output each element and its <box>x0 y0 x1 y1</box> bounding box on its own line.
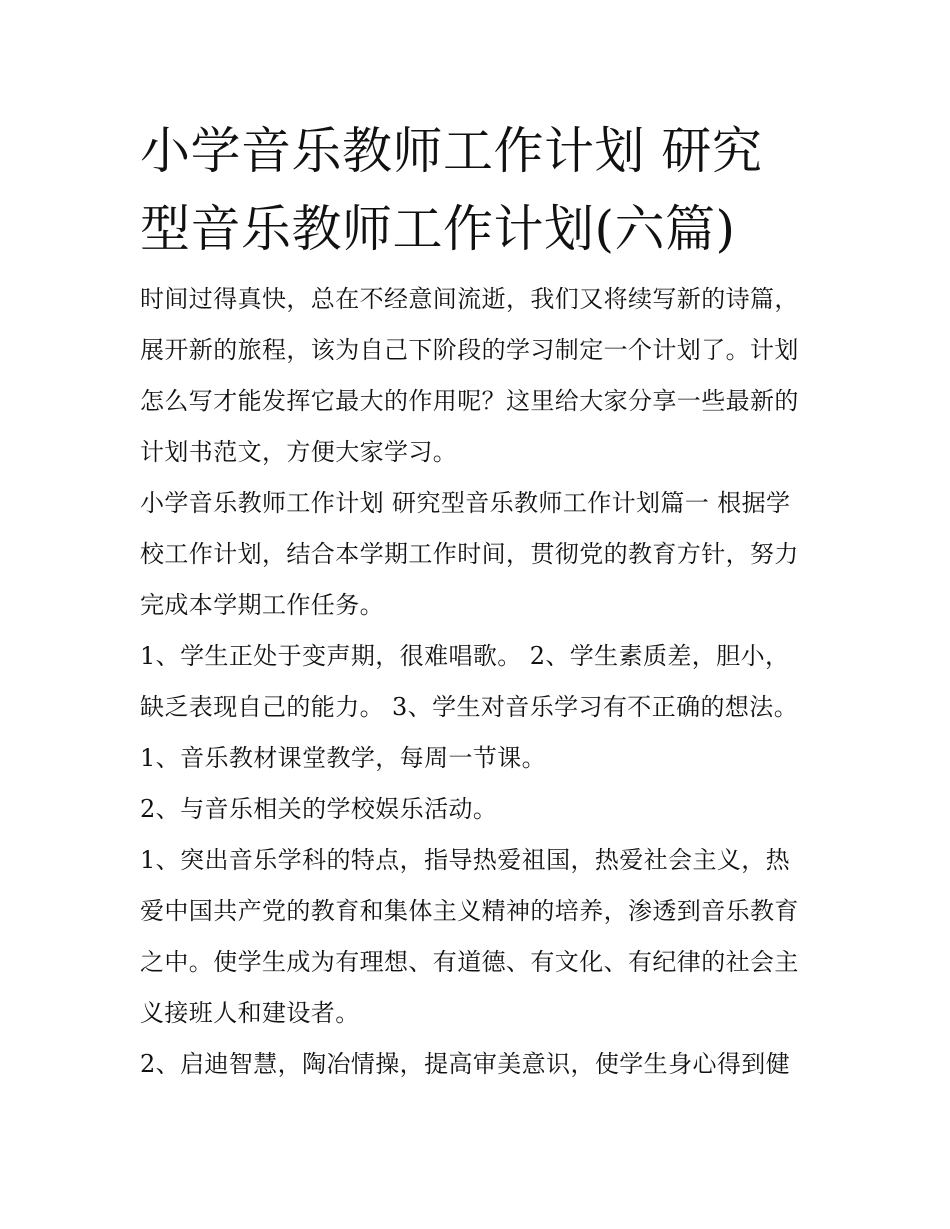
student-situation-paragraph: 1、学生正处于变声期，很难唱歌。 2、学生素质差，胆小，缺乏表现自己的能力。 3、学生对音乐学习有不正确的想法。 <box>140 642 799 721</box>
document-title: 小学音乐教师工作计划 研究型音乐教师工作计划(六篇) <box>140 122 763 258</box>
document-page <box>140 112 812 1090</box>
intro-paragraph: 时间过得真快，总在不经意间流逝，我们又将续写新的诗篇，展开新的旅程，该为自己下阶段的学习制定一个计划了。计划怎么写才能发挥它最大的作用呢？这里给大家分享一些最新的计划书范文，方便大家学习。 <box>140 285 799 466</box>
teaching-task-item-1: 1、音乐教材课堂教学，每周一节课。 <box>140 744 547 772</box>
teaching-task-item-2: 2、与音乐相关的学校娱乐活动。 <box>140 795 498 823</box>
section-one-paragraph: 小学音乐教师工作计划 研究型音乐教师工作计划篇一 根据学校工作计划，结合本学期工作时间，贯彻党的教育方针，努力完成本学期工作任务。 <box>140 489 799 619</box>
teaching-goal-item-1: 1、突出音乐学科的特点，指导热爱祖国，热爱社会主义，热爱中国共产党的教育和集体主义精神的培养，渗透到音乐教育之中。使学生成为有理想、有道德、有文化、有纪律的社会主义接班人和建设者。 <box>140 846 799 1027</box>
teaching-goal-item-2: 2、启迪智慧，陶冶情操，提高审美意识，使学生身心得到健 <box>140 1050 791 1078</box>
